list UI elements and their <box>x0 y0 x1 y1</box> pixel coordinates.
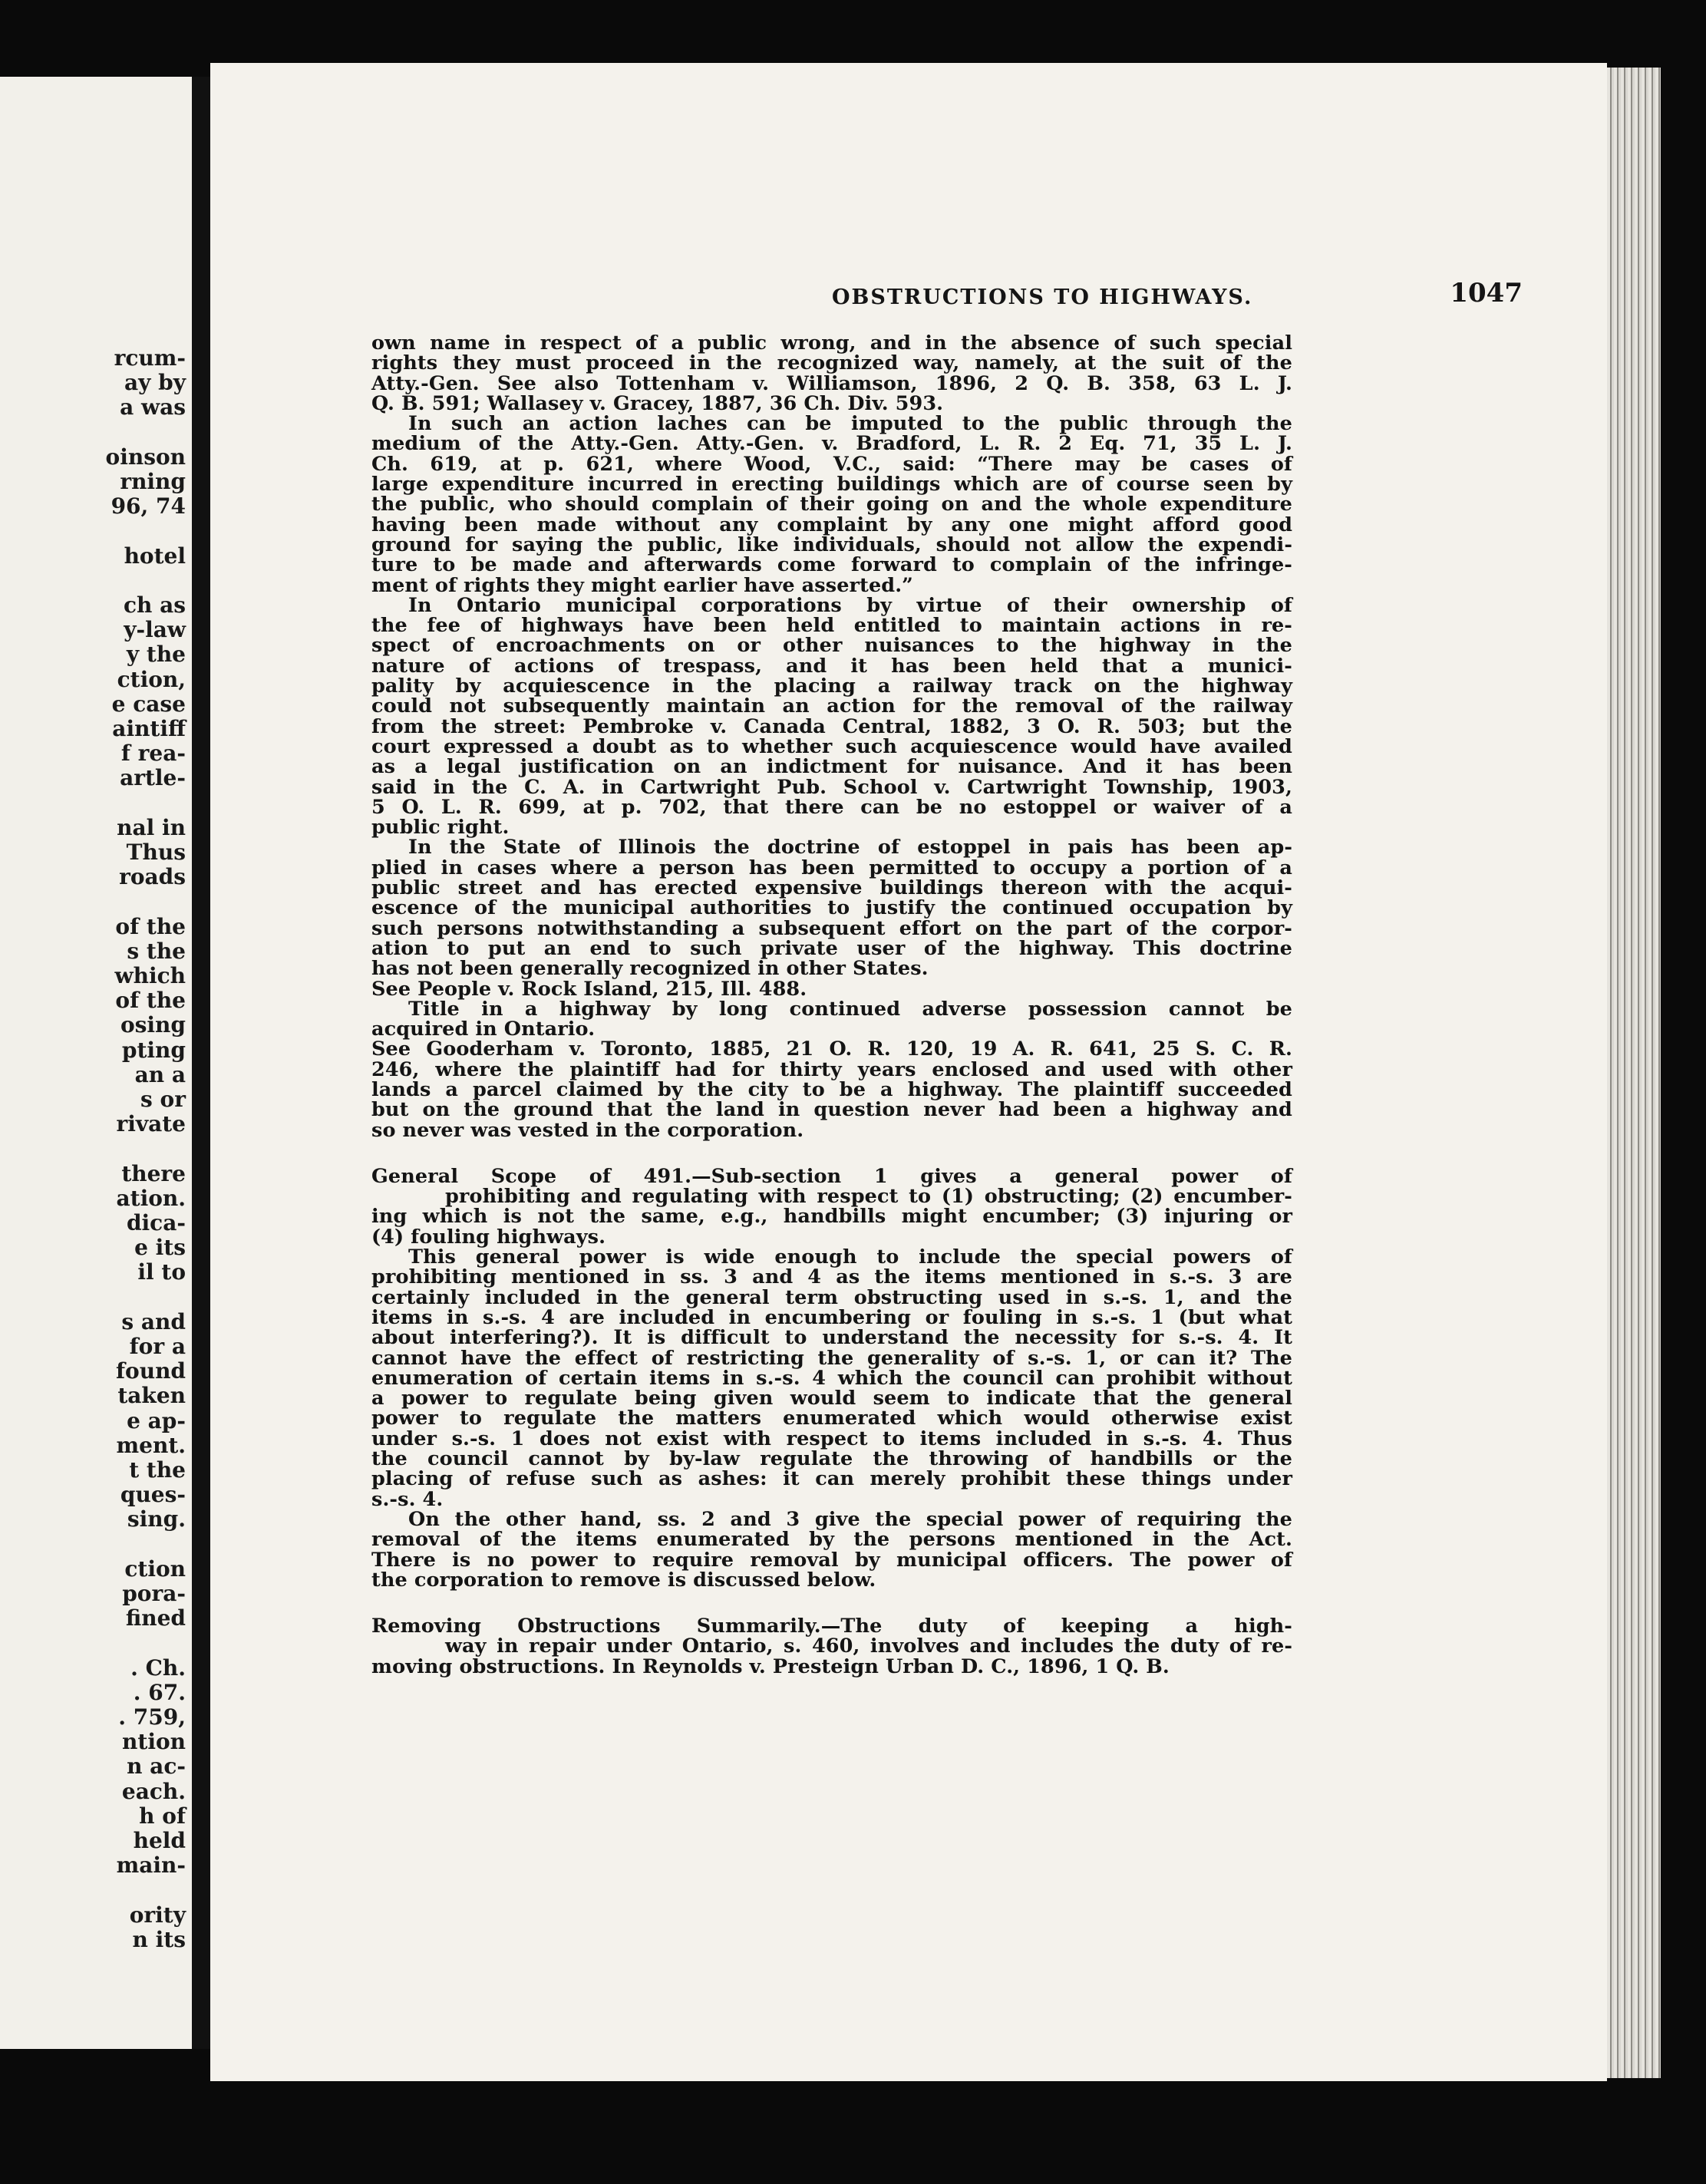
text-line: items in s.-s. 4 are included in encumbering or fouling in s.-s. 1 (but what <box>371 1305 1292 1329</box>
text-line: See People v. Rock Island, 215, Ill. 488. <box>371 977 807 1001</box>
left-page-fragment: which <box>114 963 186 988</box>
page-number: 1047 <box>1450 278 1523 308</box>
text-line: ment of rights they might earlier have asserted.” <box>371 573 913 597</box>
left-page-fragment: ction <box>124 1556 186 1582</box>
text-line: Removing Obstructions Summarily.—The duty of keeping a high- <box>371 1615 1292 1638</box>
left-page-fragment: . Ch. <box>130 1654 186 1681</box>
left-page-fragment: oinson <box>105 444 186 470</box>
page-body <box>371 333 1292 1677</box>
left-page-fragment: s or <box>140 1087 186 1112</box>
text-line: has not been generally recognized in other States. <box>371 957 929 981</box>
text-line: prohibiting mentioned in ss. 3 and 4 as the items mentioned in s.-s. 3 are <box>371 1265 1292 1289</box>
running-head-title: OBSTRUCTIONS TO HIGHWAYS. <box>832 285 1253 309</box>
text-line: placing of refuse such as ashes: it can merely prohibit these things under <box>371 1467 1292 1491</box>
left-page-fragment: il to <box>137 1259 186 1285</box>
text-line: In the State of Illinois the doctrine of estoppel in pais has been ap- <box>408 836 1292 859</box>
text-line: but on the ground that the land in question never had been a highway and <box>371 1098 1292 1122</box>
left-page-fragment: osing <box>120 1012 186 1038</box>
left-page-fragment: fined <box>125 1605 186 1631</box>
left-page-fragment: t the <box>129 1457 186 1483</box>
left-page-fragment: Thus <box>126 840 186 865</box>
text-line: This general power is wide enough to include the special powers of <box>408 1245 1292 1269</box>
text-line: the council cannot by by-law regulate the throwing of handbills or the <box>371 1447 1292 1471</box>
left-page-fragment: of the <box>115 913 186 939</box>
left-page-fragment: f rea- <box>120 741 186 767</box>
text-line: a power to regulate being given would seem to indicate that the general <box>371 1387 1292 1410</box>
left-page-fragment: rning <box>120 469 186 494</box>
text-line: about interfering?). It is difficult to understand the necessity for s.-s. 4. It <box>371 1326 1292 1350</box>
left-page-fragment: there <box>121 1160 186 1186</box>
text-line: the corporation to remove is discussed below. <box>371 1568 876 1592</box>
left-page-fragment: y the <box>126 642 186 668</box>
left-page-fragment: . 67. <box>133 1679 186 1705</box>
text-line: lands a parcel claimed by the city to be a highway. The plaintiff succeeded <box>371 1077 1292 1101</box>
text-line: 246, where the plaintiff had for thirty years enclosed and used with other <box>371 1057 1292 1081</box>
text-line: On the other hand, ss. 2 and 3 give the special power of requiring the <box>408 1507 1292 1531</box>
text-line: from the street: Pembroke v. Canada Central, 1882, 3 O. R. 503; but the <box>371 714 1292 738</box>
text-line: moving obstructions. In Reynolds v. Presteign Urban D. C., 1896, 1 Q. B. <box>371 1654 1170 1678</box>
left-page-fragment: pting <box>121 1037 186 1063</box>
text-line: ture to be made and afterwards come forward to complain of the infringe- <box>371 553 1292 577</box>
page-edges <box>1607 68 1661 2078</box>
text-line: having been made without any complaint by any one might afford good <box>371 513 1292 536</box>
left-page-fragment: ation. <box>116 1185 186 1211</box>
left-page-fragment: roads <box>119 864 186 890</box>
text-line: the public, who should complain of their going on and the whole expenditure <box>371 493 1292 516</box>
left-page-fragment: aintiff <box>112 716 186 741</box>
text-line: General Scope of 491.—Sub-section 1 gives a general power of <box>371 1164 1292 1188</box>
left-page-fragment: ority <box>129 1902 186 1928</box>
text-line: as a legal justification on an indictment for nuisance. And it has been <box>371 755 1292 779</box>
left-facing-page <box>0 77 192 2049</box>
left-page-fragment: s and <box>121 1308 186 1334</box>
left-page-fragment: nal in <box>117 814 186 840</box>
left-page-fragment: n ac- <box>127 1753 186 1780</box>
text-line: Atty.-Gen. See also Tottenham v. Williamson, 1896, 2 Q. B. 358, 63 L. J. <box>371 371 1292 395</box>
left-page-fragment: ques- <box>120 1482 186 1508</box>
text-line: In such an action laches can be imputed to the public through the <box>408 412 1292 436</box>
left-page-fragment: ay by <box>124 370 186 396</box>
text-line: nature of actions of trespass, and it has been held that a munici- <box>371 654 1292 678</box>
text-line: power to regulate the matters enumerated which would otherwise exist <box>371 1407 1292 1430</box>
text-line: enumeration of certain items in s.-s. 4 which the council can prohibit without <box>371 1366 1292 1390</box>
left-page-fragment: rivate <box>116 1111 186 1137</box>
text-line: 5 O. L. R. 699, at p. 702, that there can be no estoppel or waiver of a <box>371 795 1292 819</box>
right-page <box>210 63 1607 2081</box>
text-line: said in the C. A. in Cartwright Pub. School v. Cartwright Township, 1903, <box>371 775 1292 799</box>
text-line: prohibiting and regulating with respect to (1) obstructing; (2) encumber- <box>445 1185 1292 1209</box>
paragraph-gap <box>371 1590 1292 1616</box>
text-line: acquired in Ontario. <box>371 1018 596 1041</box>
left-page-fragment: rcum- <box>114 345 186 371</box>
left-page-fragment: an a <box>134 1061 186 1087</box>
paragraph-gap <box>371 1140 1292 1166</box>
left-page-fragment: e ap- <box>127 1407 186 1433</box>
text-line: public street and has erected expensive buildings thereon with the acqui- <box>371 876 1292 900</box>
book-gutter <box>192 77 210 2049</box>
text-line: ground for saying the public, like individuals, should not allow the expendi- <box>371 533 1292 556</box>
left-page-fragment: s the <box>127 938 186 964</box>
text-line: the fee of highways have been held entitled to maintain actions in re- <box>371 614 1292 638</box>
left-page-fragment: n its <box>132 1926 186 1952</box>
text-line: medium of the Atty.-Gen. Atty.-Gen. v. Bradford, L. R. 2 Eq. 71, 35 L. J. <box>371 432 1292 456</box>
text-line: cannot have the effect of restricting the generality of s.-s. 1, or can it? The <box>371 1346 1292 1370</box>
left-page-fragment: found <box>115 1358 186 1384</box>
left-page-fragment: e case <box>111 691 186 717</box>
text-line: removal of the items enumerated by the persons mentioned in the Act. <box>371 1528 1292 1552</box>
text-line: way in repair under Ontario, s. 460, involves and includes the duty of re- <box>445 1635 1292 1658</box>
text-line: under s.-s. 1 does not exist with respect to items included in s.-s. 4. Thus <box>371 1427 1292 1450</box>
left-page-fragment: held <box>133 1828 186 1853</box>
text-line: ation to put an end to such private user of the highway. This doctrine <box>371 936 1292 960</box>
running-head <box>625 278 1523 316</box>
left-page-fragment: for a <box>129 1334 186 1359</box>
left-page-fragment: e its <box>134 1235 186 1261</box>
text-line: pality by acquiescence in the placing a railway track on the highway <box>371 675 1292 698</box>
text-line: There is no power to require removal by municipal officers. The power of <box>371 1548 1292 1572</box>
left-page-fragment: hotel <box>124 543 186 569</box>
text-line: public right. <box>371 816 510 840</box>
text-line: Q. B. 591; Wallasey v. Gracey, 1887, 36 Ch. Div. 593. <box>371 391 944 415</box>
text-line: certainly included in the general term obstructing used in s.-s. 1, and the <box>371 1285 1292 1309</box>
text-line: large expenditure incurred in erecting buildings which are of course seen by <box>371 473 1292 497</box>
text-line: s.-s. 4. <box>371 1487 444 1511</box>
left-page-fragment: ntion <box>122 1729 186 1755</box>
left-page-fragment: dica- <box>126 1210 186 1236</box>
text-line: See Gooderham v. Toronto, 1885, 21 O. R. 120, 19 A. R. 641, 25 S. C. R. <box>371 1038 1292 1061</box>
left-page-fragment: ction, <box>117 666 186 692</box>
left-page-fragment: y-law <box>124 617 186 643</box>
left-page-fragment: taken <box>117 1383 186 1409</box>
text-line: ing which is not the same, e.g., handbills might encumber; (3) injuring or <box>371 1205 1292 1229</box>
text-line: Title in a highway by long continued adverse possession cannot be <box>408 997 1292 1021</box>
left-page-fragment: each. <box>121 1778 186 1804</box>
text-line: plied in cases where a person has been permitted to occupy a portion of a <box>371 856 1292 879</box>
text-line: such persons notwithstanding a subsequent effort on the part of the corpor- <box>371 916 1292 940</box>
text-line: In Ontario municipal corporations by virtue of their ownership of <box>408 593 1292 617</box>
text-line: court expressed a doubt as to whether such acquiescence would have availed <box>371 734 1292 758</box>
text-line: escence of the municipal authorities to justify the continued occupation by <box>371 896 1292 920</box>
text-line: (4) fouling highways. <box>371 1225 606 1249</box>
text-line: rights they must proceed in the recognized way, namely, at the suit of the <box>371 351 1292 375</box>
text-line: could not subsequently maintain an action for the removal of the railway <box>371 694 1292 718</box>
left-page-fragment: artle- <box>120 765 186 791</box>
left-page-fragment: 96, 74 <box>111 493 186 520</box>
text-line: own name in respect of a public wrong, and in the absence of such special <box>371 332 1292 355</box>
left-page-fragment: . 759, <box>118 1704 186 1730</box>
left-page-fragment: ment. <box>116 1432 186 1458</box>
text-line: so never was vested in the corporation. <box>371 1118 804 1142</box>
left-page-fragment: ch as <box>123 592 186 618</box>
left-page-fragment: main- <box>116 1852 186 1879</box>
text-line: Ch. 619, at p. 621, where Wood, V.C., said: “There may be cases of <box>371 452 1292 476</box>
left-page-fragment: pora- <box>122 1581 186 1606</box>
left-page-fragment: sing. <box>127 1506 186 1532</box>
left-page-fragment: of the <box>115 988 186 1014</box>
text-line: spect of encroachments on or other nuisances to the highway in the <box>371 634 1292 658</box>
left-page-fragment: h of <box>139 1803 186 1829</box>
left-page-fragment: a was <box>120 394 186 421</box>
